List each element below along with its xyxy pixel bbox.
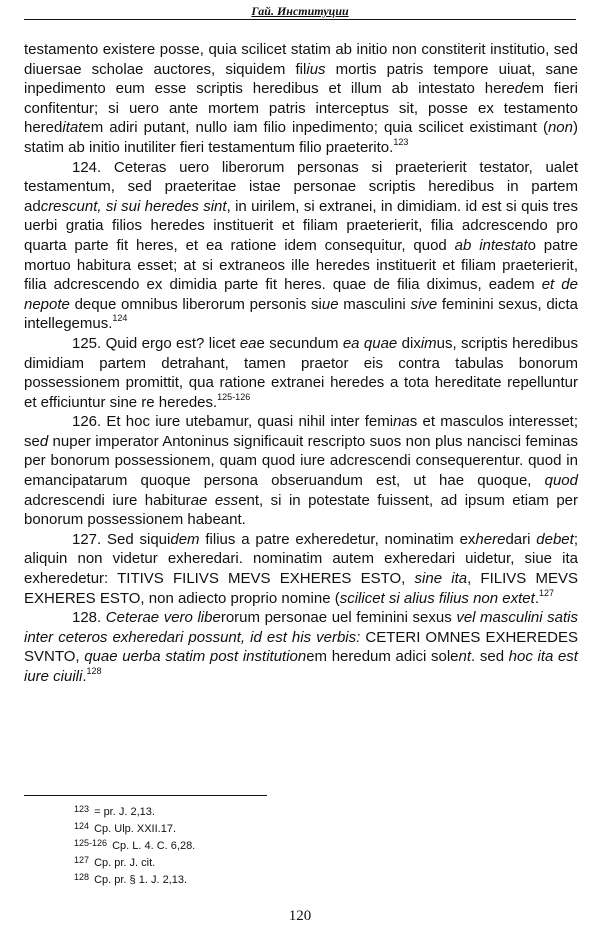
paragraph-128: 128. Ceterae vero liberorum personae uel feminini sexus vel masculini satis inter ceteros exheredari possunt, id est his verbis: CETERI OMNES EXHEREDES SVNTO, quae uerba statim post institutionem heredum adici solent. sed hoc ita est iure ciuili.$^{128}$ [24,609,578,685]
paragraph-126: 126. Et hoc iure utebamur, quasi nihil inter feminas et masculos interesset; sed nuper imperator Antoninus significauit rescripto suos non plus nancisci feminas per bonorum possessionem, quam quod iure adcrescendi consequerentur. quod in emancipatarum quoque persona obseruandum est, ut hae quoque, quod adcrescendi iure habiturae essent, si in potestate fuissent, ad ipsum etiam per bonorum possessionem habeant. [24,413,579,529]
paragraph-124: 124. Ceteras uero liberorum personas si praeterierit testator, ualet testamentum, sed praeteritae istae personae scriptis heredibus in partem adcrescunt, si sui heredes sint, in uirilem, si extranei, in dimidiam. id est si quis tres uerbi gratia filios heredes instituerit et filiam praeterierit, filia adcrescendo pro quarta parte fit heres, et ea ratione idem consequitur, quod ab intestato patre mortuo habitura esset; at si extraneos ille heredes instituerit et filiam praeterierit, filia adcrescendo ex dimidia parte fit heres. quae de filia diximus, eadem et de nepote deque omnibus liberorum personis siue masculini sive feminini sexus, dicta intellegemus.$^{124}$ [24,158,579,333]
footnote: $^{124}$ Cp. Ulp. XXII.17. [74,821,177,835]
page-number: 120 [288,908,312,924]
main-text [24,40,578,687]
footnote-ref: 127 [538,587,555,598]
footnote: $^{127}$ Cp. pr. J. cit. [74,855,156,869]
paragraph-continuation: testamento existere posse, quia scilicet statim ab initio non constiterit institutio, sed diuersae scholae auctores, siquidem filius mortis patris tempore uiuat, sane inpedimento eum esse scriptis heredibus et illum ab intestato heredem fieri confitentur; si uero ante mortem patris interceptus sit, posse ex testamento hereditatem adiri putant, nullo iam filio inpedimento; quia scilicet existimant (non) statim ab initio inutiliter fieri testamentum filio praeterito.$^{123}$ [24,41,578,156]
paragraph-127: 127. Sed siquidem filius a patre exheredetur, nominatim exheredari debet; aliquin non videtur exheredari. nominatim autem exheredari uidetur, siue ita exheredetur: TITIVS FILIVS MEVS EXHERES ESTO, sine ita, FILIVS MEVS EXHERES ESTO, non adiecto proprio nomine (scilicet si alius filius non extet.$^{127}$ [24,530,578,607]
running-head [0,4,600,19]
footnote-ref: 123 [393,136,409,147]
footnote-rule [24,795,267,796]
footnote-ref: 124 [112,313,128,324]
paragraph-125: 125. Quid ergo est? licet eae secundum ea quae diximus, scriptis heredibus dimidiam partem detrahant, tamen praetor eis contra tabulas bonorum possessionem promittit, qua ratione extranei heredes a tota hereditate repelluntur et efficiuntur sine re heredes.$^{125-126}$ [24,334,578,411]
footnote: $^{125-126}$ Cp. L. 4. C. 6,28. [74,838,196,852]
footnote: $^{128}$ Cp. pr. § 1. J. 2,13. [74,872,188,886]
footnotes [74,804,195,889]
footnote-ref: 128 [86,666,102,676]
footnote: $^{123}$ = pr. J. 2,13. [74,804,155,818]
running-title: Гай. Институции [245,4,354,18]
footnote-ref: 125-126 [217,391,251,402]
header-rule [24,19,576,20]
